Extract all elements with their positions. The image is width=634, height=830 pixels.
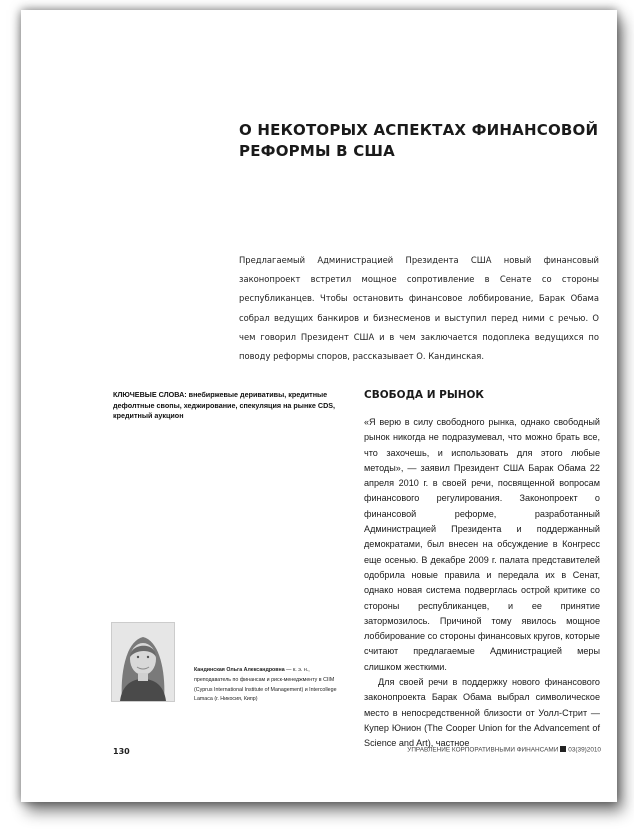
journal-name: УПРАВЛЕНИЕ КОРПОРАТИВНЫМИ ФИНАНСАМИ bbox=[407, 746, 559, 754]
author-bio: — к. э. н., преподаватель по финансам и риск-менеджменту в CIIM (Cyprus International Institute of Management) и Intercollege Lamaca (г. Никосия, Кипр) bbox=[194, 667, 337, 703]
author-name: Кандинская Ольга Александровна bbox=[194, 667, 285, 673]
author-info bbox=[194, 666, 348, 705]
body-paragraph: Для своей речи в поддержку нового финансового законопроекта Барак Обама выбрал символическое место в непосредственной близости от Уолл-Стрит — Купер Юнион (The Cooper Union for the Advancement of Science and Art), частное bbox=[364, 677, 600, 749]
page-number: 130 bbox=[113, 747, 130, 756]
author-photo bbox=[111, 622, 175, 702]
journal-footer bbox=[407, 746, 601, 754]
section-heading: СВОБОДА И РЫНОК bbox=[364, 389, 485, 401]
square-icon bbox=[560, 746, 566, 752]
article-body bbox=[364, 415, 600, 752]
keywords-label: КЛЮЧЕВЫЕ СЛОВА: bbox=[113, 390, 187, 399]
journal-issue: 03(39)2010 bbox=[568, 746, 601, 754]
keywords-block bbox=[113, 390, 348, 422]
body-paragraph: «Я верю в силу свободного рынка, однако свободный рынок никогда не подразумевал, что можно брать все, что захочешь, и использовать для этого любые методы», — заявил Президент США Барак Обама 22 апреля 2010 г. в своей речи, посвященной вопросам финансового регулирования. Законопроект о финансовой реформе, разработанный Администрацией Президента и поддержанный демократами, был внесен на обсуждение в Конгресс еще осенью. В декабре 2009 г. палата представителей одобрила новые правила и передала их в Сенат, однако новая система подверглась острой критике со стороны республиканцев, и ее принятие затормозилось. Причиной тому явилось мощное лоббирование со стороны финансовых кругов, которые считают предлагаемые Администрацией меры слишком жесткими. bbox=[364, 417, 600, 672]
magazine-page bbox=[21, 10, 617, 802]
keywords-text: внебиржевые деривативы, кредитные дефолтные свопы, хеджирование, спекуляция на рынке CDS, кредитный аукцион bbox=[113, 390, 336, 420]
article-title: О НЕКОТОРЫХ АСПЕКТАХ ФИНАНСОВОЙ РЕФОРМЫ В США bbox=[239, 121, 599, 160]
author-portrait-image bbox=[112, 623, 174, 701]
article-lead: Предлагаемый Администрацией Президента США новый финансовый законопроект встретил мощное сопротивление в Сенате со стороны республиканцев. Чтобы остановить финансовое лоббирование, Барак Обама собрал ведущих банкиров и бизнесменов и выступил перед ними с речью. О чем говорил Президент США и в чем заключается подоплека ведущихся по поводу реформы споров, рассказывает О. Кандинская. bbox=[239, 255, 599, 362]
